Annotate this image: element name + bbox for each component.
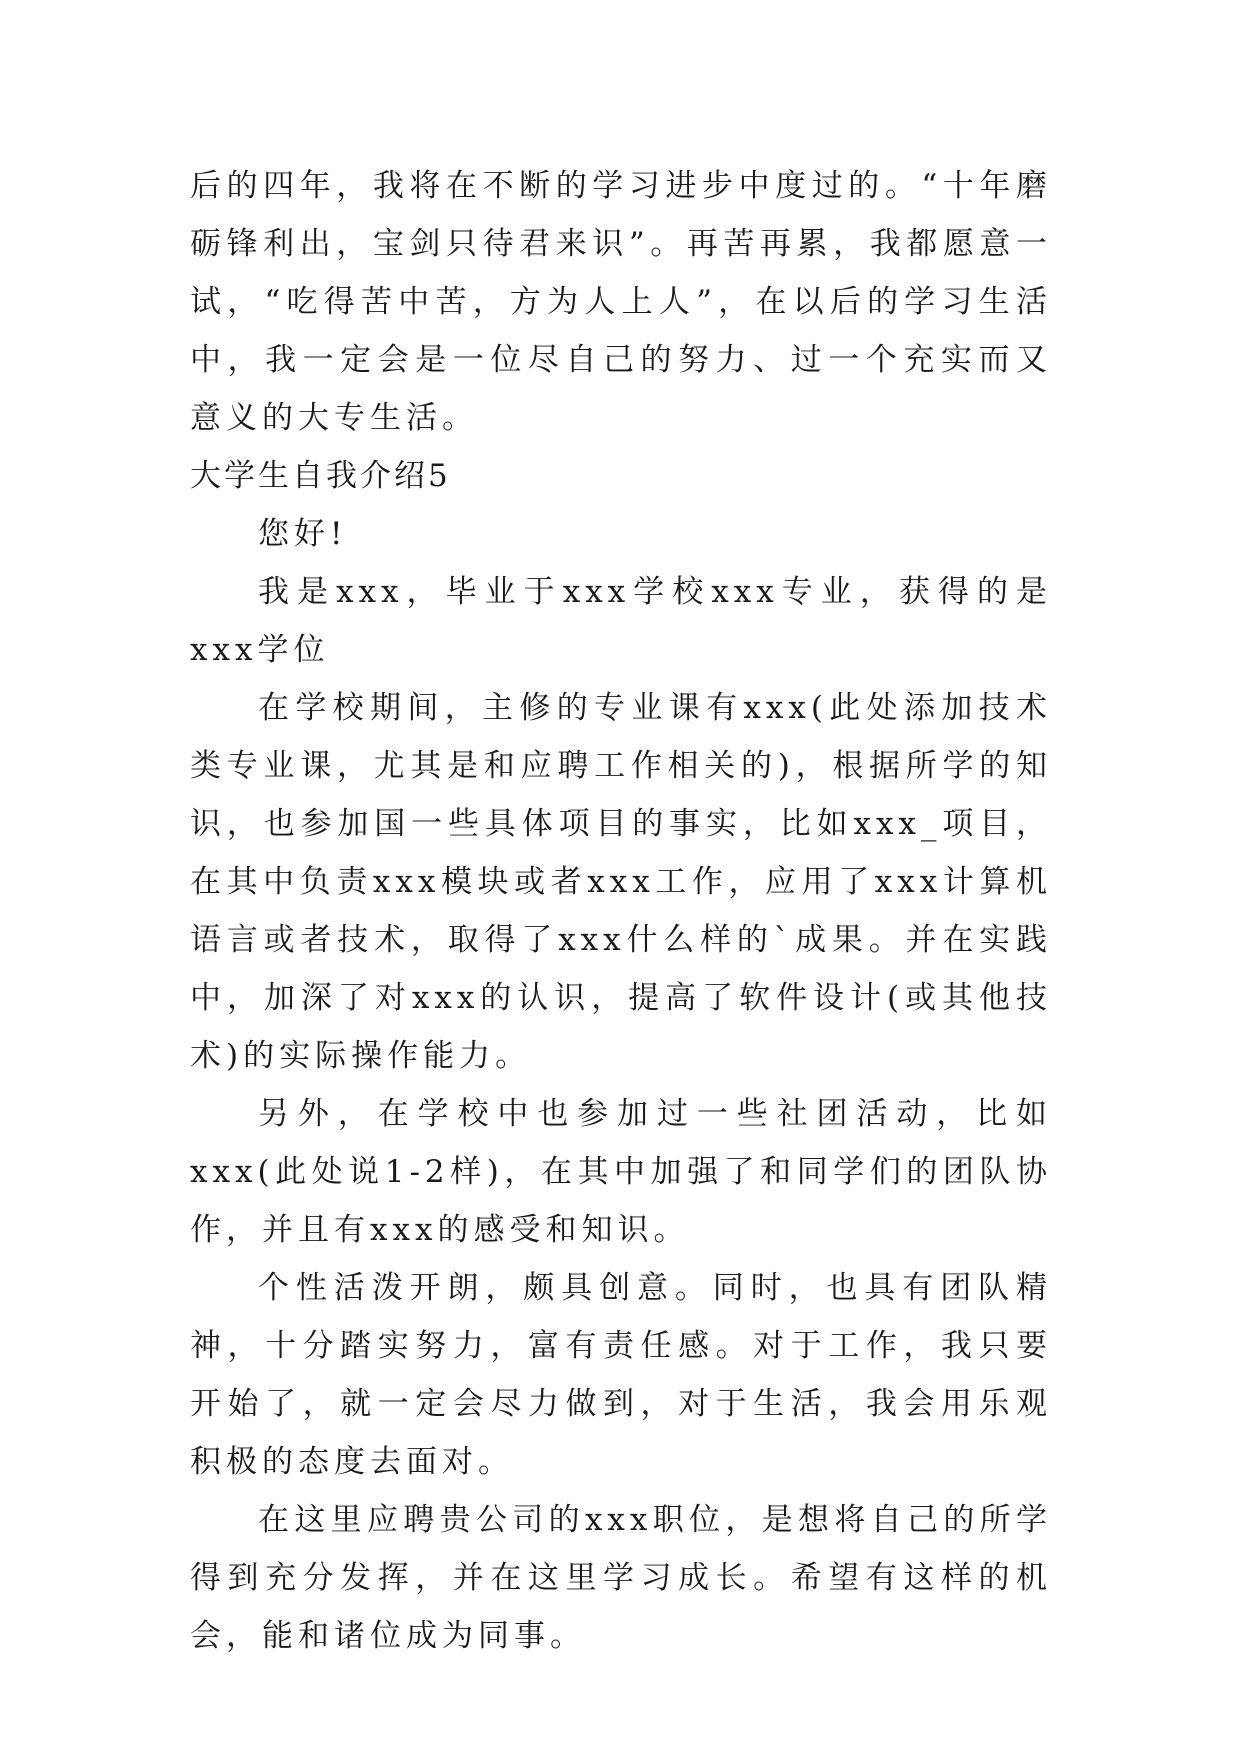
letter-body [190, 505, 1052, 1665]
intro-paragraph: 后的四年，我将在不断的学习进步中度过的。“十年磨砺锋利出，宝剑只待君来识”。再苦再累，我都愿意一试，“吃得苦中苦，方为人上人”，在以后的学习生活中，我一定会是一位尽自己的努力、过一个充实而又意义的大专生活。 [190, 168, 1052, 436]
paragraph-personality: 个性活泼开朗，颇具创意。同时，也具有团队精神，十分踏实努力，富有责任感。对于工作，我只要开始了，就一定会尽力做到，对于生活，我会用乐观积极的态度去面对。 [190, 1270, 1052, 1480]
paragraph-education: 我是xxx，毕业于xxx学校xxx专业，获得的是xxx学位 [190, 574, 1052, 668]
paragraph-application: 在这里应聘贵公司的xxx职位，是想将自己的所学得到充分发挥，并在这里学习成长。希望有这样的机会，能和诸位成为同事。 [190, 1502, 1052, 1654]
paragraph-courses-projects: 在学校期间，主修的专业课有xxx(此处添加技术类专业课，尤其是和应聘工作相关的)，根据所学的知识，也参加国一些具体项目的事实，比如xxx_项目，在其中负责xxx模块或者xxx工作，应用了xxx计算机语言或者技术，取得了xxx什么样的`成果。并在实践中，加深了对xxx的认识，提高了软件设计(或其他技术)的实际操作能力。 [190, 690, 1052, 1074]
greeting: 您好! [258, 516, 348, 552]
section-title: 大学生自我介绍5 [190, 458, 451, 494]
paragraph-activities: 另外，在学校中也参加过一些社团活动，比如xxx(此处说1-2样)，在其中加强了和同学们的团队协作，并且有xxx的感受和知识。 [190, 1096, 1052, 1248]
